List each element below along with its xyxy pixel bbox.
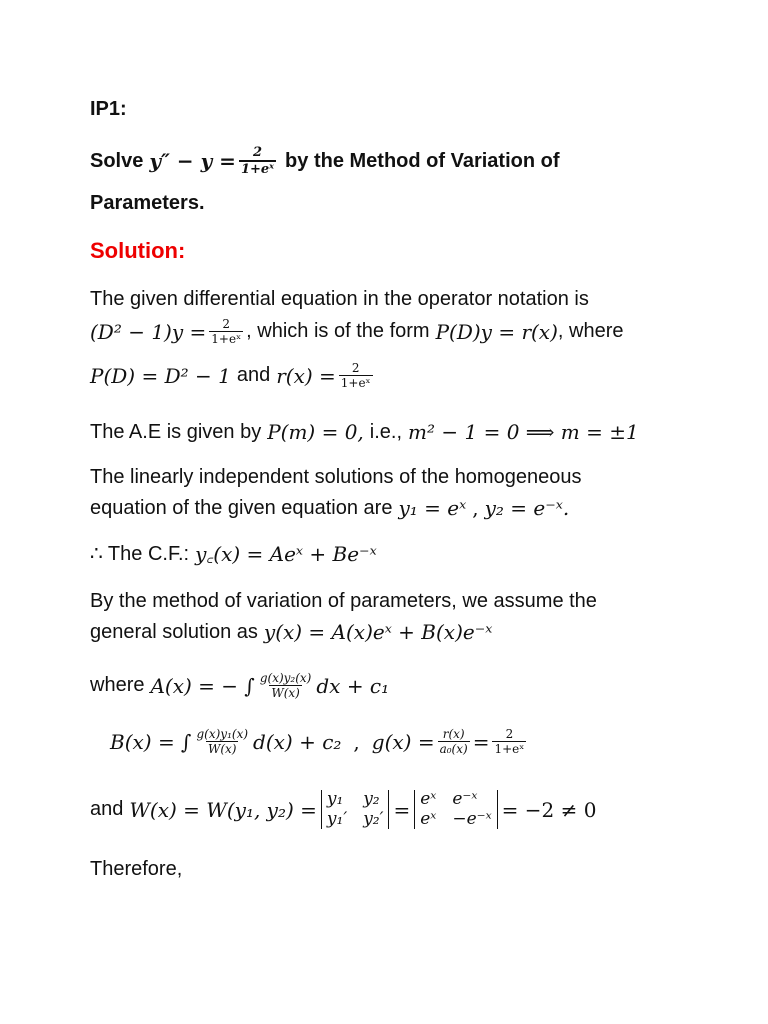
- para1-line1: The given differential equation in the operator notation is: [90, 288, 589, 310]
- problem-fraction: $\frac{2}{\text{1+eˣ}}$: [240, 145, 275, 177]
- lin-line1: The linearly independent solutions of the homogeneous: [90, 466, 582, 488]
- ax-equation: where A(x) = − ∫ $\frac{\text{g(x)y₂(x)}}{W(x)}$ dx + c₁: [90, 671, 390, 700]
- vop-line2: general solution as y(x) = A(x)eˣ + B(x)e⁻ˣ: [90, 620, 493, 644]
- rx-fraction: $\frac{2}{\text{1+eˣ}}$: [340, 361, 371, 390]
- lin-line2: equation of the given equation are y₁ = eˣ , y₂ = e⁻ˣ.: [90, 496, 570, 520]
- gx-fraction: $\frac{r(x)}{\text{a₀(x)}}$: [439, 727, 468, 756]
- wronskian-matrix-values: eˣ e⁻ˣ eˣ −e⁻ˣ: [414, 790, 497, 829]
- solution-label: Solution:: [90, 238, 186, 263]
- bx-equation: B(x) = ∫ $\frac{\text{g(x)y₁(x)}}{W(x)}$ d(x) + c₂ , g(x) = $\frac{r(x)}{\text{a₀(x)}}$ = $\frac{2}{\text{1+eˣ}}$: [110, 727, 525, 756]
- vop-line1: By the method of variation of parameters, we assume the: [90, 590, 597, 612]
- wronskian-matrix-symbolic: y₁ y₂ y₁′ y₂′: [321, 790, 390, 829]
- auxiliary-equation: The A.E is given by P(m) = 0, i.e., m² − 1 = 0 ⟹ m = ±1: [90, 420, 639, 444]
- complementary-function: ∴ The C.F.: y꜀(x) = Aeˣ + Be⁻ˣ: [90, 542, 377, 566]
- gx-value-fraction: $\frac{2}{\text{1+eˣ}}$: [494, 727, 525, 756]
- problem-heading: IP1:: [90, 98, 127, 120]
- para1-line3: P(D) = D² − 1 and r(x) = $\frac{2}{\text{1+eˣ}}$: [90, 361, 371, 390]
- therefore-line: Therefore,: [90, 858, 183, 880]
- problem-statement: Solve y″ − y = $\frac{2}{\text{1+eˣ}}$ by the Method of Variation of: [90, 145, 560, 177]
- bx-fraction: $\frac{\text{g(x)y₁(x)}}{W(x)}$: [196, 727, 249, 756]
- wronskian-equation: and W(x) = W(y₁, y₂) = y₁ y₂ y₁′ y₂′ = eˣ e⁻ˣ eˣ −e⁻ˣ = −2 ≠ 0: [90, 789, 597, 829]
- problem-statement-cont: Parameters.: [90, 192, 205, 214]
- para1-line2: (D² − 1)y = $\frac{2}{\text{1+eˣ}}$ , which is of the form P(D)y = r(x) , where: [90, 317, 624, 346]
- operator-fraction: $\frac{2}{\text{1+eˣ}}$: [211, 317, 242, 346]
- ax-fraction: $\frac{\text{g(x)y₂(x)}}{W(x)}$: [259, 671, 312, 700]
